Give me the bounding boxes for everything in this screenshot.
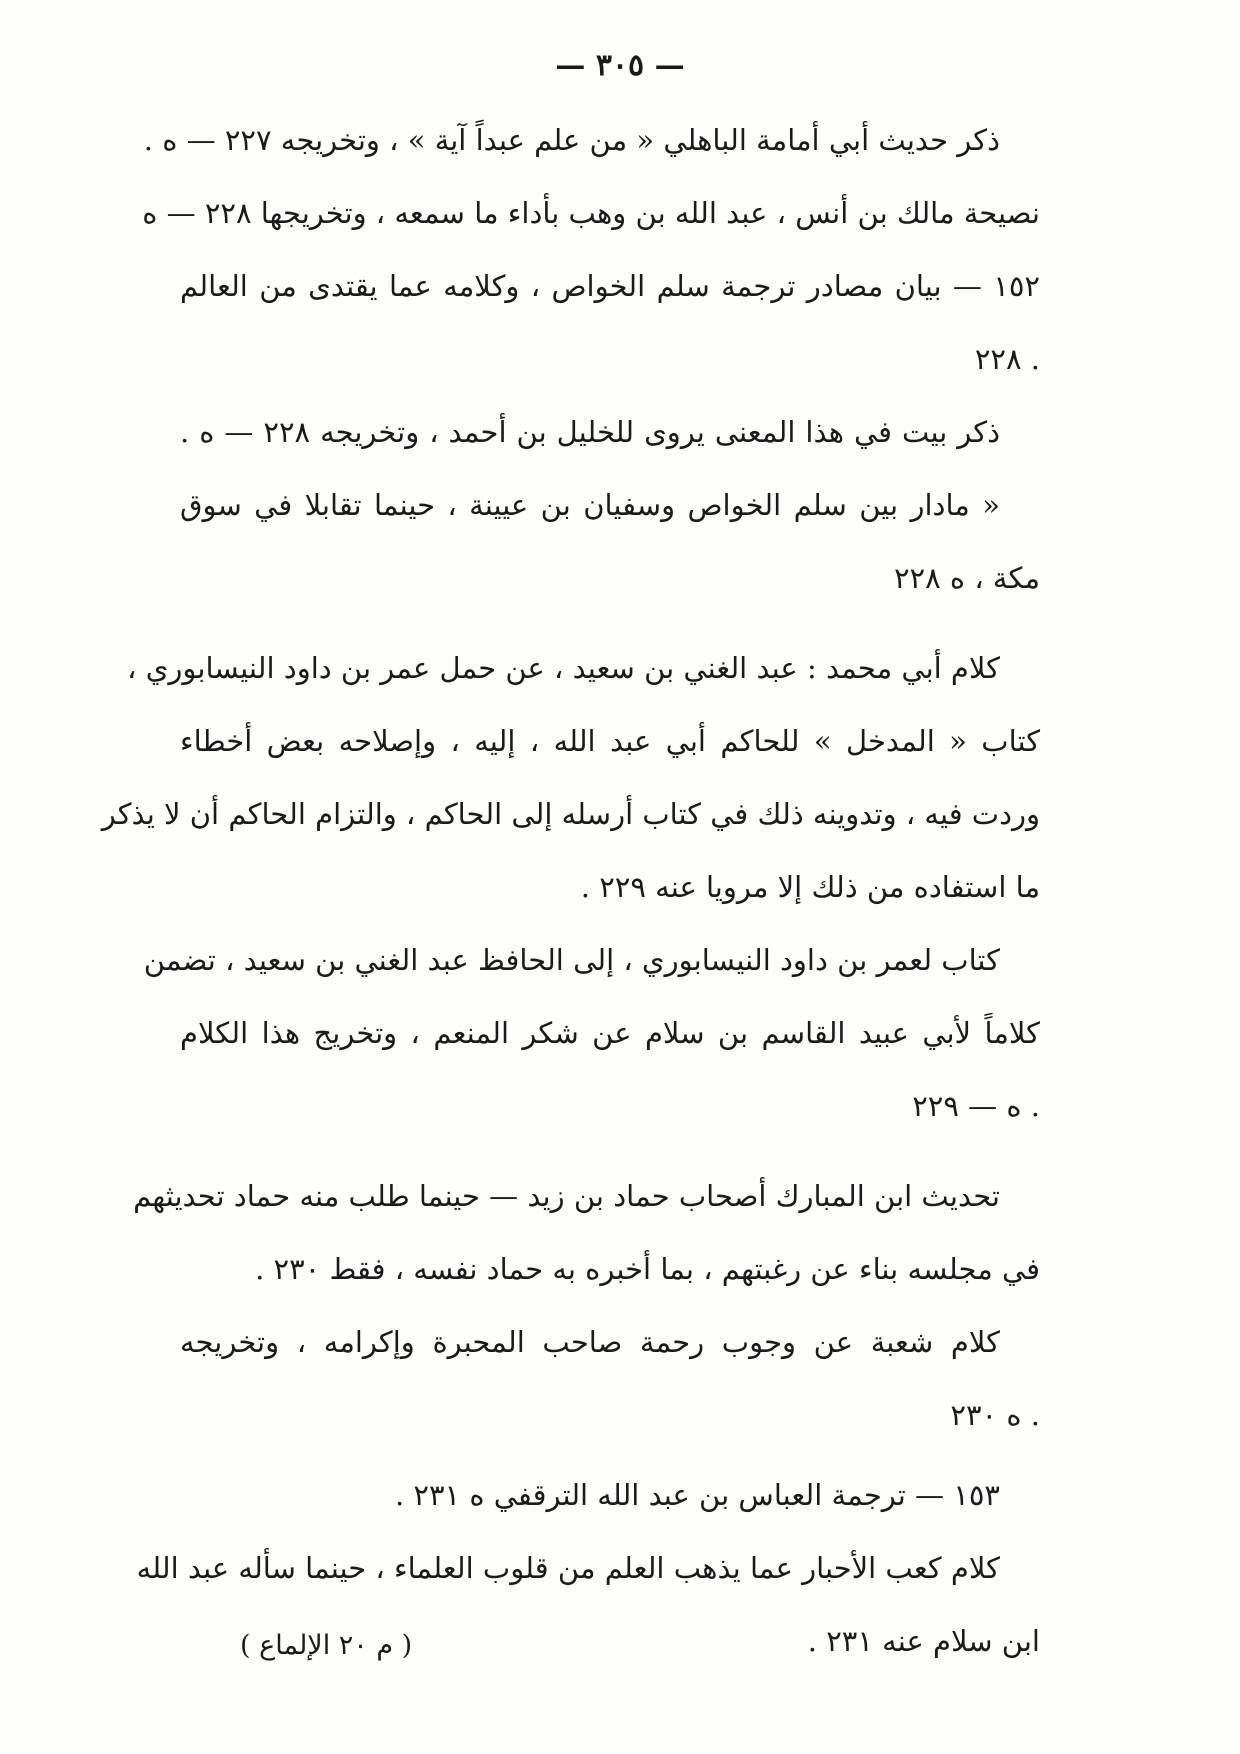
page-number: — ٣٠٥ — <box>555 48 685 83</box>
text-line: ابن سلام عنه ٢٣١ . <box>807 1624 1040 1658</box>
text-line: ذكر حديث أبي أمامة الباهلي « من علم عبداً آية » ، وتخريجه ٢٢٧ — ه . <box>143 123 1000 157</box>
text-line: . ٢٢٨ <box>974 342 1040 376</box>
text-line: ١٥٣ — ترجمة العباس بن عبد الله الترقفي ه ٢٣١ . <box>394 1478 1000 1512</box>
footer-signature: ( م ٢٠ الإلماع ) <box>240 1630 413 1661</box>
text-line: وردت فيه ، وتدوينه ذلك في كتاب أرسله إلى الحاكم ، والتزام الحاكم أن لا يذكر <box>101 797 1040 831</box>
text-line: كلام شعبة عن وجوب رحمة صاحب المحبرة وإكرامه ، وتخريجه <box>180 1325 1000 1359</box>
text-line: كتاب لعمر بن داود النيسابوري ، إلى الحافظ عبد الغني بن سعيد ، تضمن <box>143 943 1000 977</box>
text-line: مكة ، ه ٢٢٨ <box>893 561 1040 595</box>
text-line: ١٥٢ — بيان مصادر ترجمة سلم الخواص ، وكلامه عما يقتدى من العالم <box>180 269 1040 303</box>
index-entries <box>101 120 1040 1661</box>
text-line: ذكر بيت في هذا المعنى يروى للخليل بن أحمد ، وتخريجه ٢٢٨ — ه . <box>180 415 1000 449</box>
text-line: ما استفاده من ذلك إلا مرويا عنه ٢٢٩ . <box>580 870 1040 904</box>
text-line: كلام كعب الأحبار عما يذهب العلم من قلوب العلماء ، حينما سأله عبد الله <box>136 1551 1000 1585</box>
text-line: . ه — ٢٢٩ <box>912 1089 1040 1123</box>
text-line: « مادار بين سلم الخواص وسفيان بن عيينة ، حينما تقابلا في سوق <box>180 488 1000 522</box>
text-line: تحديث ابن المبارك أصحاب حماد بن زيد — حينما طلب منه حماد تحديثهم <box>133 1179 1000 1213</box>
text-line: كلاماً لأبي عبيد القاسم بن سلام عن شكر المنعم ، وتخريج هذا الكلام <box>180 1016 1040 1050</box>
text-line: في مجلسه بناء عن رغبتهم ، بما أخبره به حماد نفسه ، فقط ٢٣٠ . <box>255 1252 1040 1286</box>
text-line: كلام أبي محمد : عبد الغني بن سعيد ، عن حمل عمر بن داود النيسابوري ، <box>127 651 1000 685</box>
text-line: . ه ٢٣٠ <box>950 1398 1040 1432</box>
text-line: كتاب « المدخل » للحاكم أبي عبد الله ، إليه ، وإصلاحه بعض أخطاء <box>180 724 1040 758</box>
text-line: نصيحة مالك بن أنس ، عبد الله بن وهب بأداء ما سمعه ، وتخريجها ٢٢٨ — ه <box>142 196 1040 230</box>
